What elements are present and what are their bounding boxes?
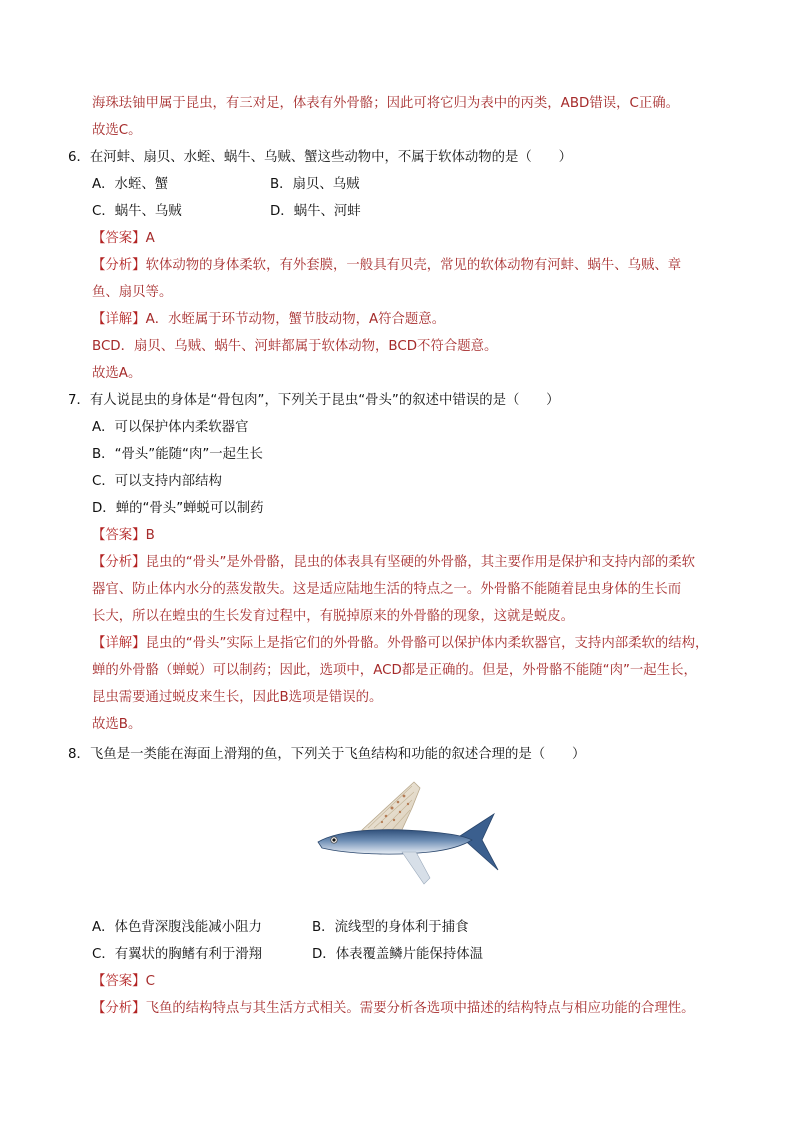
q6-option-a: A．水蛭、蟹 xyxy=(92,177,169,192)
q8-option-a: A．体色背深腹浅能减小阻力 xyxy=(92,920,262,935)
detail-tag: 【详解】 xyxy=(92,312,146,327)
q6-option-d: D．蜗牛、河蚌 xyxy=(270,204,361,219)
detail-text: 昆虫的“骨头”实际上是指它们的外骨骼。外骨骼可以保护体内柔软器官，支持内部柔软的结构， xyxy=(145,636,709,651)
answer-tag: 【答案】 xyxy=(92,974,146,989)
analysis-tag: 【分析】 xyxy=(92,555,146,570)
q7-option-a: A．可以保护体内柔软器官 xyxy=(92,420,249,435)
q6-answer xyxy=(92,229,155,249)
q6-detail-cont: BCD．扇贝、乌贼、蜗牛、河蚌都属于软体动物，BCD不符合题意。 xyxy=(92,339,498,354)
analysis-text: 昆虫的“骨头”是外骨骼，昆虫的体表具有坚硬的外骨骼，其主要作用是保护和支持内部的柔软 xyxy=(145,555,696,570)
q6-detail xyxy=(92,310,445,330)
prev-detail-line: 海珠珐铀甲属于昆虫，有三对足，体表有外骨骼；因此可将它归为表中的丙类，ABD错误，C正确。 xyxy=(92,96,680,111)
answer-value: A xyxy=(145,231,155,246)
q7-analysis-cont-2: 长大，所以在蝗虫的生长发育过程中，有脱掉原来的外骨骼的现象，这就是蜕皮。 xyxy=(92,609,575,624)
q6-analysis-cont: 鱼、扇贝等。 xyxy=(92,285,173,300)
answer-tag: 【答案】 xyxy=(92,231,146,246)
q6-option-c: C．蜗牛、乌贼 xyxy=(92,204,182,219)
q7-stem: 7．有人说昆虫的身体是“骨包肉”，下列关于昆虫“骨头”的叙述中错误的是（ ） xyxy=(68,393,560,408)
q8-stem: 8．飞鱼是一类能在海面上滑翔的鱼，下列关于飞鱼结构和功能的叙述合理的是（ ） xyxy=(68,747,586,762)
analysis-text: 飞鱼的结构特点与其生活方式相关。需要分析各选项中描述的结构特点与相应功能的合理性。 xyxy=(145,1001,695,1016)
q8-analysis xyxy=(92,999,695,1019)
q8-option-b: B．流线型的身体利于捕食 xyxy=(312,920,469,935)
detail-text: A．水蛭属于环节动物，蟹节肢动物，A符合题意。 xyxy=(145,312,446,327)
q6-option-b: B．扇贝、乌贼 xyxy=(270,177,360,192)
q8-answer xyxy=(92,972,155,992)
answer-value: C xyxy=(145,974,155,989)
analysis-tag: 【分析】 xyxy=(92,258,146,273)
analysis-tag: 【分析】 xyxy=(92,1001,146,1016)
q6-analysis xyxy=(92,256,681,276)
q7-detail xyxy=(92,634,708,654)
q7-detail-cont-1: 蝉的外骨骼（蝉蜕）可以制药；因此，选项中，ACD都是正确的。但是，外骨骼不能随“肉”一起生长， xyxy=(92,663,697,678)
q7-option-b: B．“骨头”能随“肉”一起生长 xyxy=(92,447,263,462)
q6-conclusion: 故选A。 xyxy=(92,366,142,381)
answer-tag: 【答案】 xyxy=(92,528,146,543)
q7-answer xyxy=(92,526,155,546)
q7-option-c: C．可以支持内部结构 xyxy=(92,474,222,489)
q7-analysis-cont-1: 器官、防止体内水分的蒸发散失。这是适应陆地生活的特点之一。外骨骼不能随着昆虫身体的生长而 xyxy=(92,582,682,597)
q6-stem: 6．在河蚌、扇贝、水蛭、蜗牛、乌贼、蟹这些动物中，不属于软体动物的是（ ） xyxy=(68,150,572,165)
flying-fish-image xyxy=(312,778,502,888)
answer-value: B xyxy=(145,528,155,543)
analysis-text: 软体动物的身体柔软，有外套膜，一般具有贝壳，常见的软体动物有河蚌、蜗牛、乌贼、章 xyxy=(145,258,682,273)
q7-analysis xyxy=(92,553,695,573)
prev-conclusion: 故选C。 xyxy=(92,123,142,138)
q7-conclusion: 故选B。 xyxy=(92,717,142,732)
detail-tag: 【详解】 xyxy=(92,636,146,651)
q7-detail-cont-2: 昆虫需要通过蜕皮来生长，因此B选项是错误的。 xyxy=(92,690,383,705)
q8-option-c: C．有翼状的胸鳍有利于滑翔 xyxy=(92,947,263,962)
q7-option-d: D．蝉的“骨头”蝉蜕可以制药 xyxy=(92,501,264,516)
q8-option-d: D．体表覆盖鳞片能保持体温 xyxy=(312,947,483,962)
